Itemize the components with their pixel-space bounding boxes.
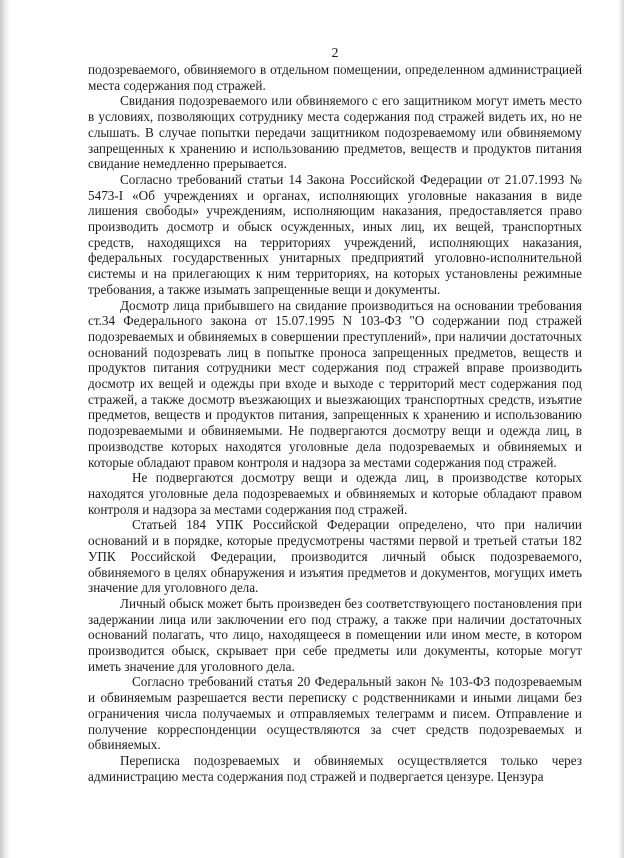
paragraph-article-34: Досмотр лица прибывшего на свидание производиться на основании требования ст.34 Федерального закона от 15.07.1995 N 103-ФЗ "О содержании под стражей подозреваемых и обвиняемых в совершении преступлений», при наличии достаточных оснований подозревать лиц в попытке проноса запрещенных предметов, веществ и продуктов питания сотрудники мест содержания под стражей вправе производить досмотр их вещей и одежды при входе и выходе с территорий мест содержания под стражей, а также досмотр въезжающих и выезжающих транспортных средств, изъятие предметов, веществ и продуктов питания, запрещенных к хранению и использованию подозреваемыми и обвиняемыми. Не подвергаются досмотру вещи и одежда лиц, в производстве которых находятся уголовные дела подозреваемых и обвиняемых и которые обладают правом контроля и надзора за местами содержания под стражей. — [88, 297, 582, 470]
paragraph-correspondence: Переписка подозреваемых и обвиняемых осуществляется только через администрацию места содержания под стражей и подвергается цензуре. Цензура — [88, 752, 582, 784]
paragraph-article-20: Согласно требований статья 20 Федеральный закон № 103-ФЗ подозреваемым и обвиняемым разрешается вести переписку с родственниками и иными лицами без ограничения числа получаемых и отправляемых телеграмм и писем. Отправление и получение корреспонденции осуществляются за счет средств подозреваемых и обвиняемых. — [88, 674, 582, 753]
paragraph-continuation: подозреваемого, обвиняемого в отдельном помещении, определенном администрацией места содержания под стражей. — [88, 62, 582, 93]
scan-shadow-right — [618, 0, 624, 858]
paragraph-exempt-persons: Не подвергаются досмотру вещи и одежда лиц, в производстве которых находятся уголовные дела подозреваемых и обвиняемых и которые обладают правом контроля и надзора за местами содержания под стражей. — [88, 470, 582, 517]
paragraph-article-184: Статьей 184 УПК Российской Федерации определено, что при наличии оснований и в порядке, которые предусмотрены частями первой и третьей статьи 182 УПК Российской Федерации, производится личный обыск подозреваемого, обвиняемого в целях обнаружения и изъятия предметов и документов, могущих иметь значение для уголовного дела. — [88, 517, 582, 596]
paragraph-personal-search: Личный обыск может быть произведен без соответствующего постановления при задержании лица или заключении его под стражу, а также при наличии достаточных оснований полагать, что лицо, находящееся в помещении или ином месте, в котором производится обыск, скрывает при себе предметы или документы, которые могут иметь значение для уголовного дела. — [88, 595, 582, 674]
scan-shadow-left — [0, 0, 10, 858]
document-page — [88, 46, 582, 784]
paragraph-article-14: Согласно требований статьи 14 Закона Российской Федерации от 21.07.1993 № 5473-I «Об учреждениях и органах, исполняющих уголовные наказания в виде лишения свободы» учреждениям, исполняющим наказания, предоставляется право производить досмотр и обыск осужденных, иных лиц, их вещей, транспортных средств, находящихся на территориях учреждений, исполняющих наказания, федеральных государственных унитарных предприятий уголовно-исполнительной системы и на прилегающих к ним территориях, на которых установлены режимные требования, а также изымать запрещенные вещи и документы. — [88, 171, 582, 297]
paragraph-defender-visits: Свидания подозреваемого или обвиняемого с его защитником могут иметь место в условиях, позволяющих сотруднику места содержания под стражей видеть их, но не слышать. В случае попытки передачи защитником подозреваемому или обвиняемому запрещенных к хранению и использованию предметов, веществ и продуктов питания свидание немедленно прерывается. — [88, 93, 582, 172]
page-number: 2 — [331, 46, 339, 61]
